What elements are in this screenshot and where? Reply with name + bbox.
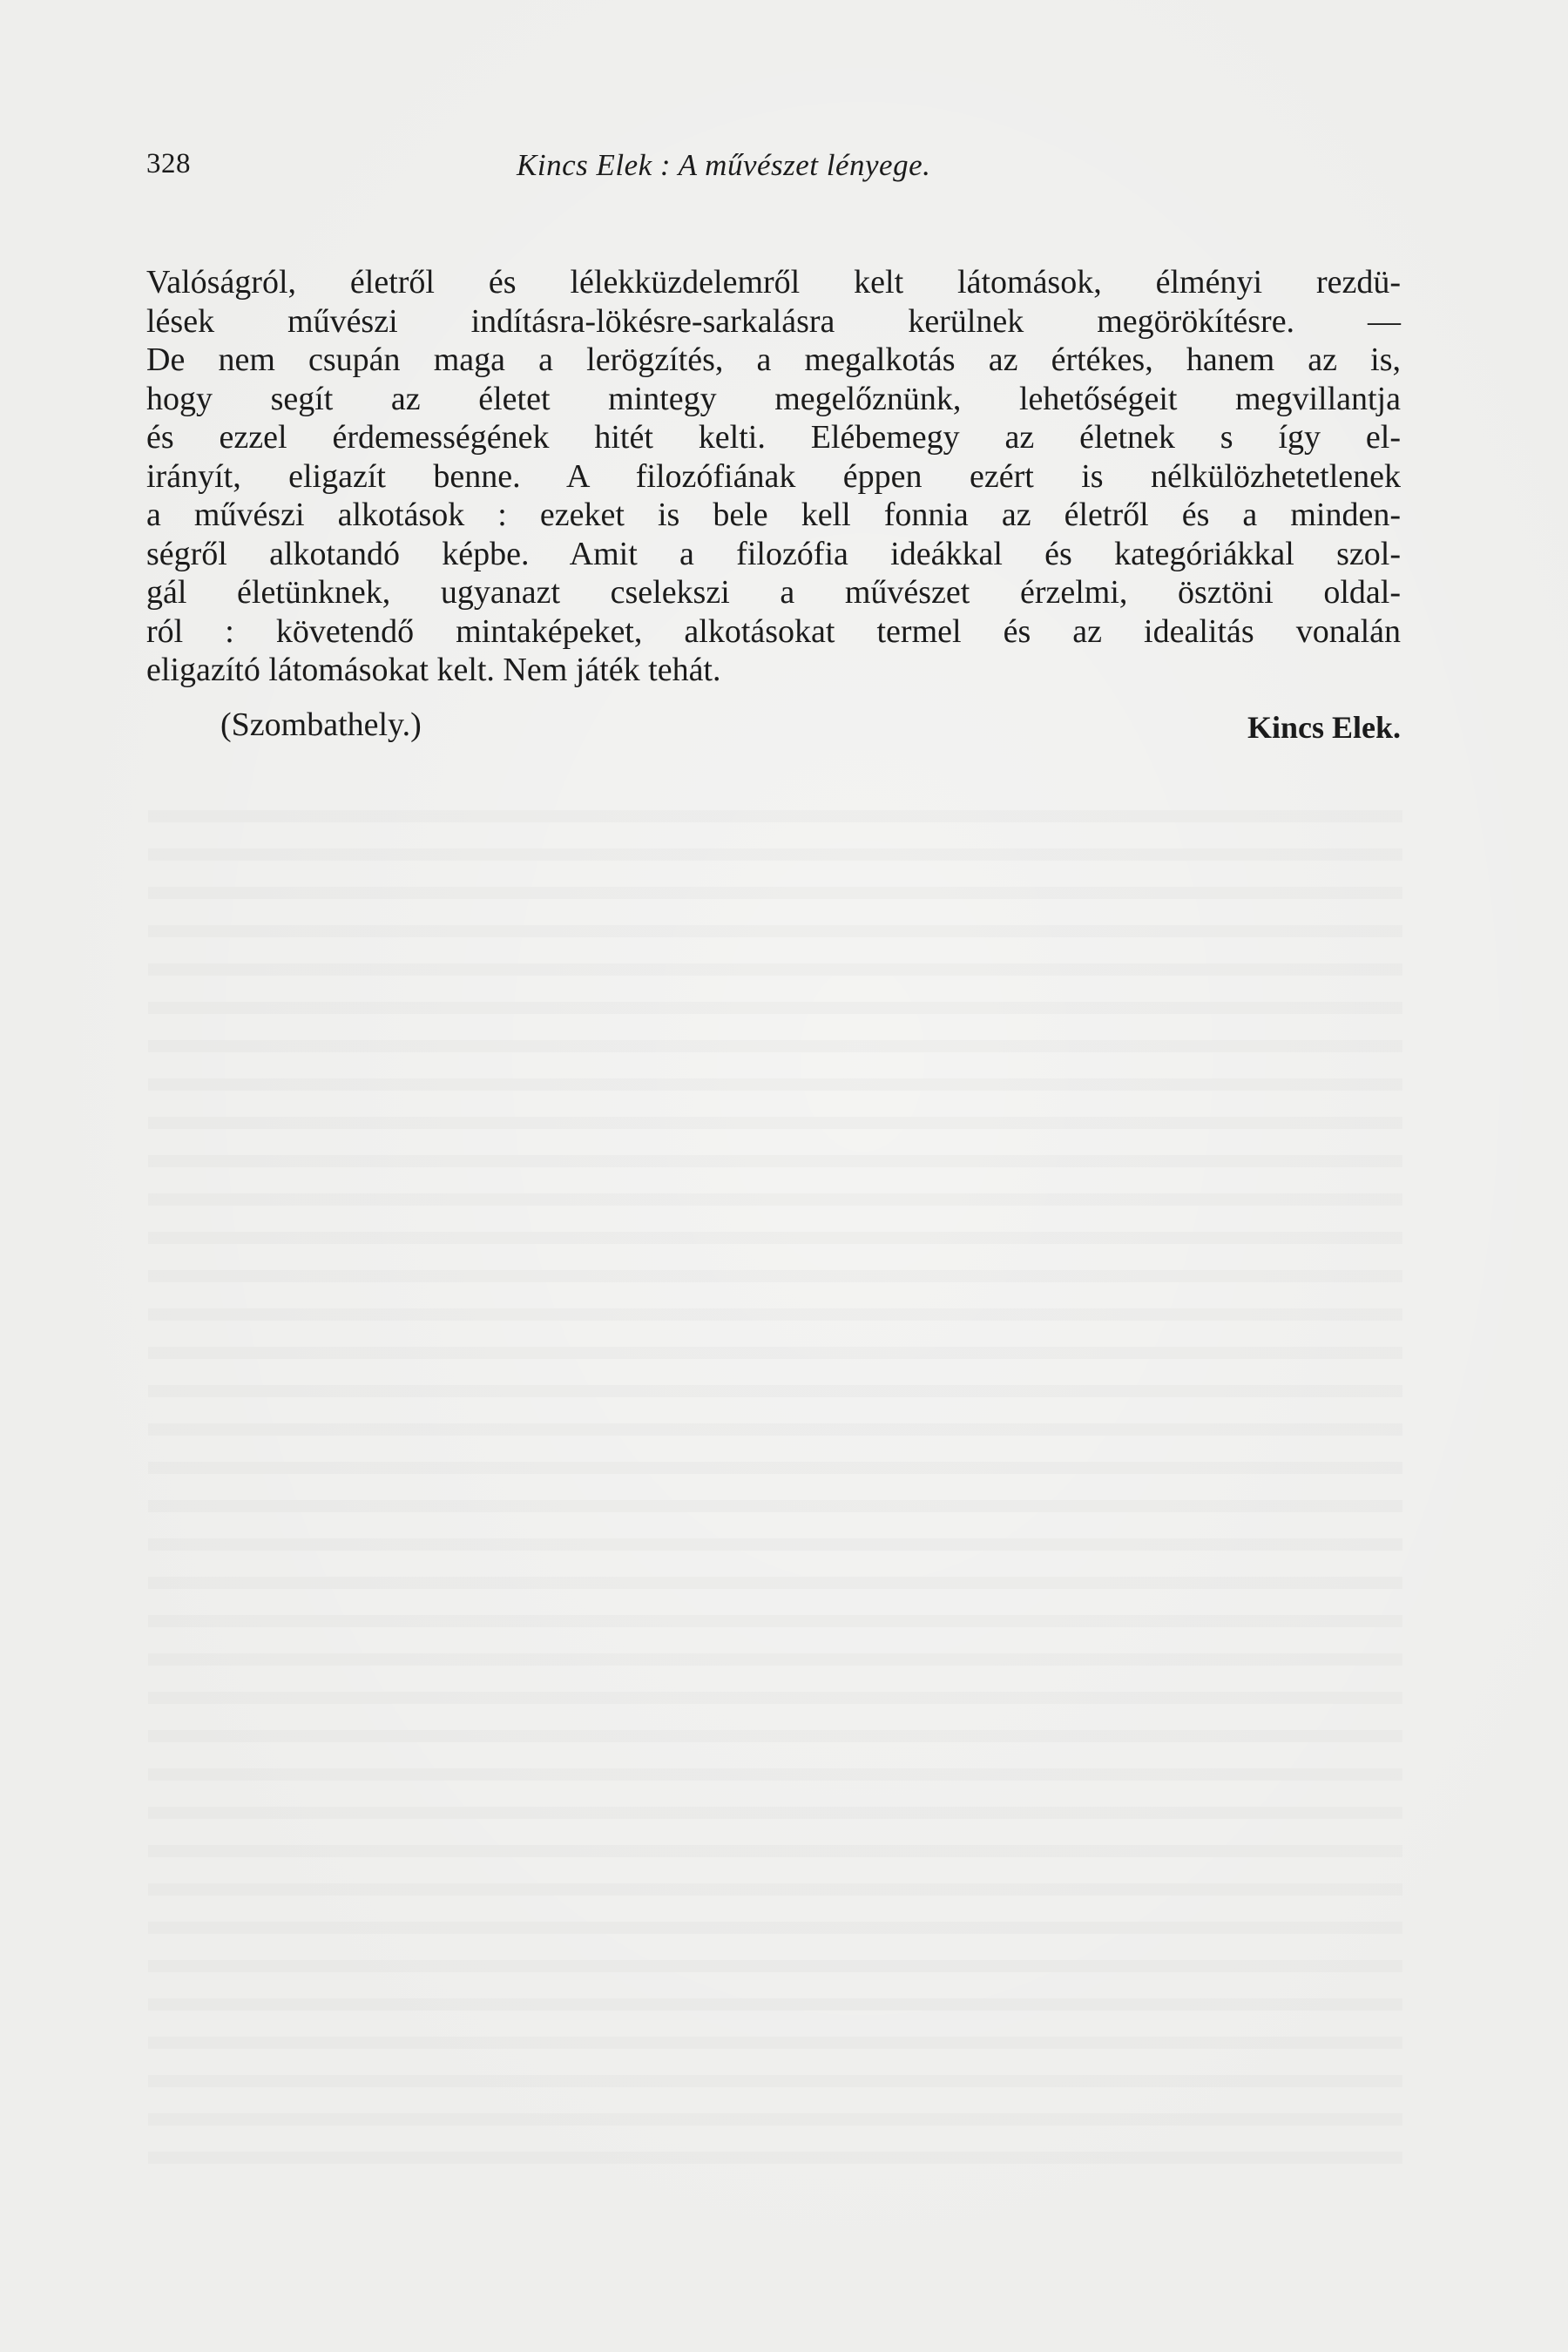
header-title: Kincs Elek : A művészet lényege. (517, 148, 931, 182)
text-line: ségről alkotandó képbe. Amit a filozófia ideákkal és kategóriákkal szol- (146, 535, 1401, 572)
place-of-writing: (Szombathely.) (220, 706, 422, 743)
body-paragraph (146, 263, 1401, 690)
text-line: Valóságról, életről és lélekküzdelemről kelt látomások, élményi rezdü- (146, 264, 1401, 301)
text-line: és ezzel érdemességének hitét kelti. Elébemegy az életnek s így el- (146, 419, 1401, 456)
author-signature: Kincs Elek. (1247, 710, 1401, 745)
running-head (146, 148, 1401, 192)
text-line: lések művészi indításra-lökésre-sarkalásra kerülnek megörökítésre. — (146, 302, 1401, 340)
page-number: 328 (146, 148, 191, 179)
text-line: irányít, eligazít benne. A filozófiának éppen ezért is nélkülözhetetlenek (146, 457, 1401, 495)
bleed-through-text (148, 784, 1402, 2178)
text-line: gál életünknek, ugyanazt cselekszi a művészet érzelmi, ösztöni oldal- (146, 574, 1401, 611)
text-line: ról : követendő mintaképeket, alkotásokat termel és az idealitás vonalán (146, 612, 1401, 650)
signature-row (146, 706, 1401, 749)
text-line: De nem csupán maga a lerögzítés, a megalkotás az értékes, hanem az is, (146, 341, 1401, 378)
text-line: eligazító látomásokat kelt. Nem játék tehát. (146, 652, 721, 688)
text-line: a művészi alkotások : ezeket is bele kell fonnia az életről és a minden- (146, 497, 1401, 533)
text-line: hogy segít az életet mintegy megelőznünk, lehetőségeit megvillantja (146, 380, 1401, 417)
